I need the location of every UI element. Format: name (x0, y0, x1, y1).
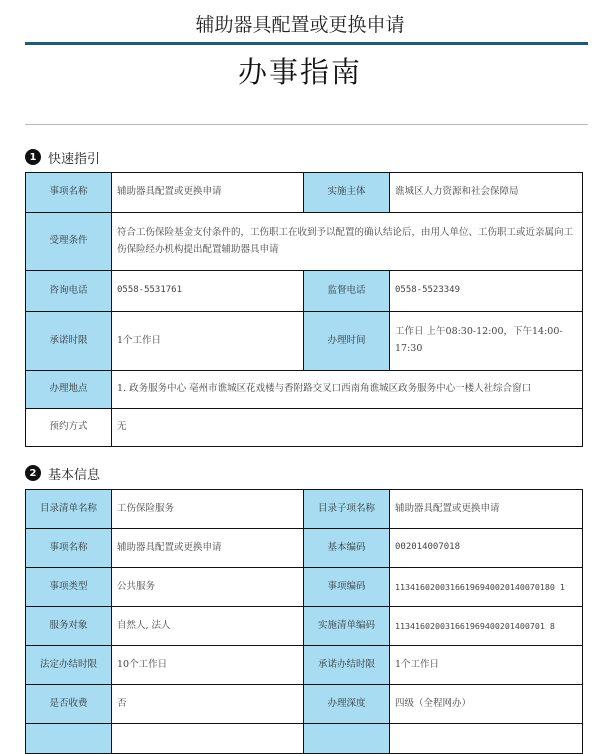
table-row (26, 213, 583, 271)
catalog-name-value: 工伤保险服务 (112, 490, 304, 529)
section-number-icon: 1 (25, 149, 41, 165)
quick-guide-table (25, 172, 583, 447)
table-row (26, 371, 583, 409)
section-title: 快速指引 (48, 151, 101, 167)
title-rule (25, 42, 588, 45)
empty-value-cell (112, 724, 304, 754)
document-title: 辅助器具配置或更换申请 (195, 14, 405, 36)
item-type-value: 公共服务 (112, 568, 304, 607)
promise-time-value: 1个工作日 (112, 312, 304, 371)
consult-phone-label: 咨询电话 (26, 271, 112, 312)
table-row (26, 409, 583, 447)
depth-label: 办理深度 (304, 685, 390, 724)
section-title: 基本信息 (48, 467, 101, 483)
guide-title: 办事指南 (237, 55, 362, 89)
depth-value: 四级（全程网办） (390, 685, 583, 724)
service-target-value: 自然人, 法人 (112, 607, 304, 646)
location-label: 办理地点 (26, 371, 112, 409)
subject-value: 谯城区人力资源和社会保障局 (390, 173, 583, 213)
fee-value: 否 (112, 685, 304, 724)
supervise-phone-value: 0558-5523349 (390, 271, 583, 312)
item-name-label: 事项名称 (26, 173, 112, 213)
empty-label-cell (304, 724, 390, 754)
catalog-name-label: 目录清单名称 (26, 490, 112, 529)
table-row (26, 646, 583, 685)
item-type-label: 事项类型 (26, 568, 112, 607)
supervise-phone-label: 监督电话 (304, 271, 390, 312)
empty-value-cell (390, 724, 583, 754)
promise-time-label: 承诺时限 (26, 312, 112, 371)
location-value: 1. 政务服务中心 亳州市谯城区花戏楼与香附路交叉口西南角谯城区政务服务中心一楼人社综合窗口 (112, 371, 583, 409)
section-number-icon: 2 (25, 465, 41, 481)
separator-rule (25, 124, 588, 125)
subject-label: 实施主体 (304, 173, 390, 213)
legal-time-label: 法定办结时限 (26, 646, 112, 685)
consult-phone-value: 0558-5531761 (112, 271, 304, 312)
office-hours-value: 工作日 上午08:30-12:00，下午14:00-17:30 (390, 312, 583, 371)
basic-info-table (25, 489, 583, 754)
promise-time-label: 承诺办结时限 (304, 646, 390, 685)
booking-value: 无 (112, 409, 583, 447)
base-code-label: 基本编码 (304, 529, 390, 568)
item-code-label: 事项编码 (304, 568, 390, 607)
catalog-sub-value: 辅助器具配置或更换申请 (390, 490, 583, 529)
table-row (26, 312, 583, 371)
office-hours-label: 办理时间 (304, 312, 390, 371)
table-row (26, 490, 583, 529)
promise-time-value: 1个工作日 (390, 646, 583, 685)
item-name-label: 事项名称 (26, 529, 112, 568)
base-code-value: 002014007018 (390, 529, 583, 568)
table-row (26, 529, 583, 568)
item-code-value: 11341602003166196940020140070180 1 (390, 568, 583, 607)
impl-code-value: 113416020031661969400201400701 8 (390, 607, 583, 646)
impl-code-label: 实施清单编码 (304, 607, 390, 646)
table-row (26, 607, 583, 646)
table-row (26, 724, 583, 754)
conditions-value: 符合工伤保险基金支付条件的，工伤职工在收到予以配置的确认结论后，由用人单位、工伤职工或近亲属向工伤保险经办机构提出配置辅助器具申请 (112, 213, 583, 271)
service-target-label: 服务对象 (26, 607, 112, 646)
fee-label: 是否收费 (26, 685, 112, 724)
item-name-value: 辅助器具配置或更换申请 (112, 529, 304, 568)
section-heading-basic-info (25, 464, 100, 482)
section-heading-quick-guide (25, 148, 100, 166)
table-row (26, 173, 583, 213)
table-row (26, 271, 583, 312)
table-row (26, 568, 583, 607)
item-name-value: 辅助器具配置或更换申请 (112, 173, 304, 213)
catalog-sub-label: 目录子项名称 (304, 490, 390, 529)
empty-label-cell (26, 724, 112, 754)
conditions-label: 受理条件 (26, 213, 112, 271)
booking-label: 预约方式 (26, 409, 112, 447)
table-row (26, 685, 583, 724)
legal-time-value: 10个工作日 (112, 646, 304, 685)
